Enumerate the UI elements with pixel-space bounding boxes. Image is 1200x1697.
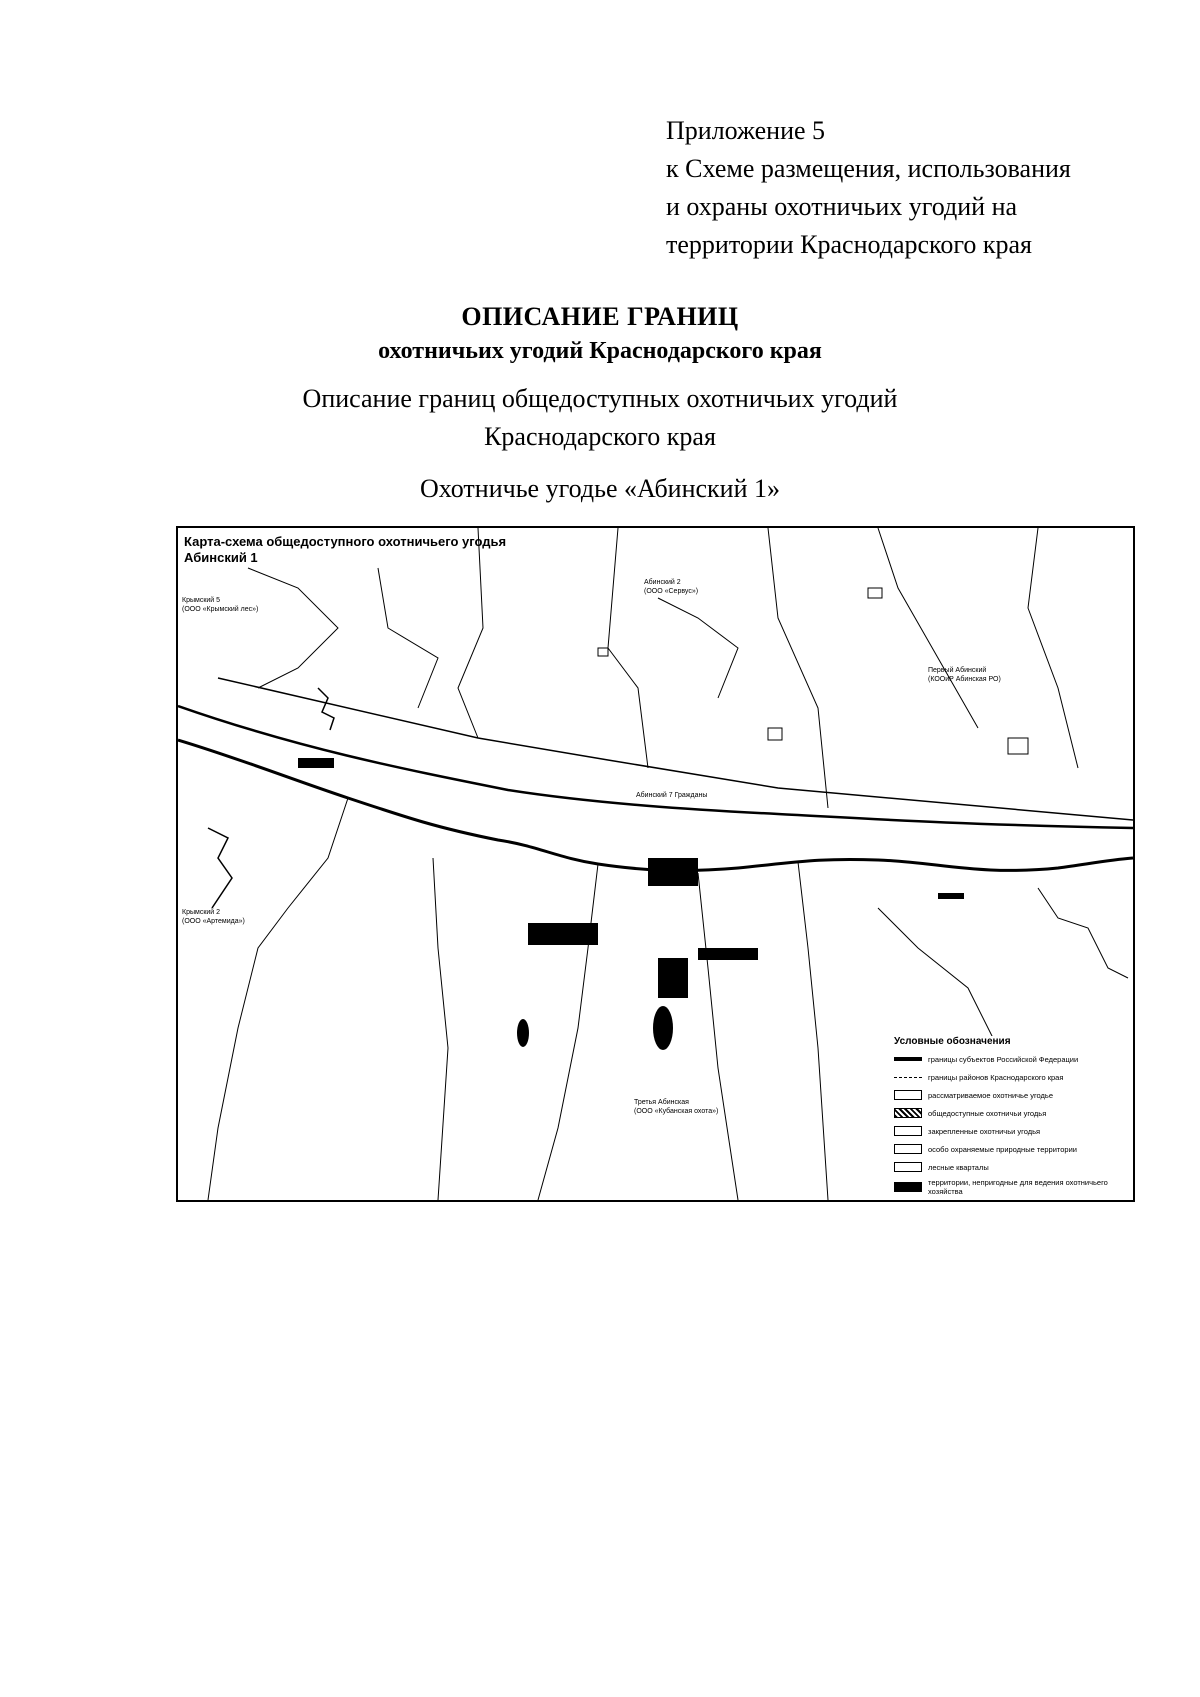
map-label-text: Крымский 2 bbox=[182, 909, 221, 916]
map-title bbox=[184, 534, 506, 566]
document-subtitle: охотничьих угодий Краснодарского края bbox=[378, 338, 822, 364]
legend-title: Условные обозначения bbox=[894, 1036, 1011, 1047]
map-figure bbox=[176, 526, 1135, 1202]
legend-swatch bbox=[894, 1126, 922, 1136]
legend-item bbox=[894, 1068, 1134, 1086]
legend-item bbox=[894, 1140, 1134, 1158]
map-label-text: Первый Абинский bbox=[928, 667, 987, 674]
legend-swatch bbox=[894, 1077, 922, 1078]
legend-label: границы субъектов Российской Федерации bbox=[928, 1054, 1079, 1064]
appendix-line-1: Приложение 5 bbox=[666, 116, 826, 145]
legend-swatch bbox=[894, 1162, 922, 1172]
map-label-third-abinsky bbox=[634, 1098, 718, 1116]
section-heading-line-2: Краснодарского края bbox=[484, 422, 716, 451]
map-label-first-abinsky bbox=[928, 666, 1001, 684]
map-label-text: (ООО «Сервус») bbox=[644, 588, 699, 595]
legend-label: лесные кварталы bbox=[928, 1162, 989, 1172]
settlement-block bbox=[938, 893, 964, 899]
settlement-block bbox=[698, 948, 758, 960]
settlement-block bbox=[658, 958, 688, 998]
map-label-text: (ООО «Артемида») bbox=[182, 918, 245, 925]
appendix-line-2: к Схеме размещения, использования bbox=[666, 154, 1071, 183]
map-label-text: Абинский 2 bbox=[644, 579, 681, 586]
section-heading-line-1: Описание границ общедоступных охотничьих угодий bbox=[302, 384, 898, 413]
legend-item bbox=[894, 1176, 1134, 1198]
legend-item bbox=[894, 1050, 1134, 1068]
map-label-text: Третья Абинская bbox=[634, 1099, 689, 1106]
legend-label: границы районов Краснодарского края bbox=[928, 1072, 1064, 1082]
map-label-text: Крымский 5 bbox=[182, 597, 221, 604]
legend-label: территории, непригодные для ведения охотничьего хозяйства bbox=[928, 1178, 1108, 1196]
map-label-text: (ООО «Крымский лес») bbox=[182, 606, 259, 613]
hunting-ground-heading: Охотничье угодье «Абинский 1» bbox=[419, 474, 780, 503]
legend-label: рассматриваемое охотничье угодье bbox=[928, 1090, 1054, 1100]
map-label-abinsky2 bbox=[644, 578, 698, 596]
legend-item bbox=[894, 1086, 1134, 1104]
appendix-header bbox=[666, 112, 1166, 264]
map-label-text: (ООО «Кубанская охота») bbox=[634, 1108, 719, 1115]
settlement-block bbox=[298, 758, 334, 768]
settlement-block bbox=[648, 858, 698, 886]
map-label-text: (КООиР Абинская РО) bbox=[928, 676, 1001, 683]
map-label-text: Абинский 7 Гражданы bbox=[636, 792, 708, 799]
legend-item bbox=[894, 1158, 1134, 1176]
legend-item bbox=[894, 1122, 1134, 1140]
legend-label: особо охраняемые природные территории bbox=[928, 1144, 1077, 1154]
settlement-block bbox=[517, 1019, 529, 1047]
settlement-block bbox=[653, 1006, 673, 1050]
legend-swatch bbox=[894, 1108, 922, 1118]
legend-swatch bbox=[894, 1057, 922, 1061]
appendix-line-4: территории Краснодарского края bbox=[666, 230, 1033, 259]
map-label-krymsky2 bbox=[182, 908, 245, 926]
map-label-krymsky5 bbox=[182, 596, 258, 614]
legend-label: общедоступные охотничьи угодья bbox=[928, 1108, 1047, 1118]
legend-swatch bbox=[894, 1090, 922, 1100]
map-title-line-1: Карта-схема общедоступного охотничьего угодья bbox=[184, 534, 507, 549]
map-legend bbox=[894, 1036, 1134, 1198]
settlement-block bbox=[528, 923, 598, 945]
appendix-line-3: и охраны охотничьих угодий на bbox=[666, 192, 1018, 221]
map-label-abinsky7 bbox=[636, 791, 707, 800]
map-title-line-2: Абинский 1 bbox=[184, 550, 258, 565]
legend-label: закрепленные охотничьи угодья bbox=[928, 1126, 1041, 1136]
legend-swatch bbox=[894, 1182, 922, 1192]
legend-item bbox=[894, 1104, 1134, 1122]
legend-swatch bbox=[894, 1144, 922, 1154]
document-title: ОПИСАНИЕ ГРАНИЦ bbox=[461, 302, 739, 331]
